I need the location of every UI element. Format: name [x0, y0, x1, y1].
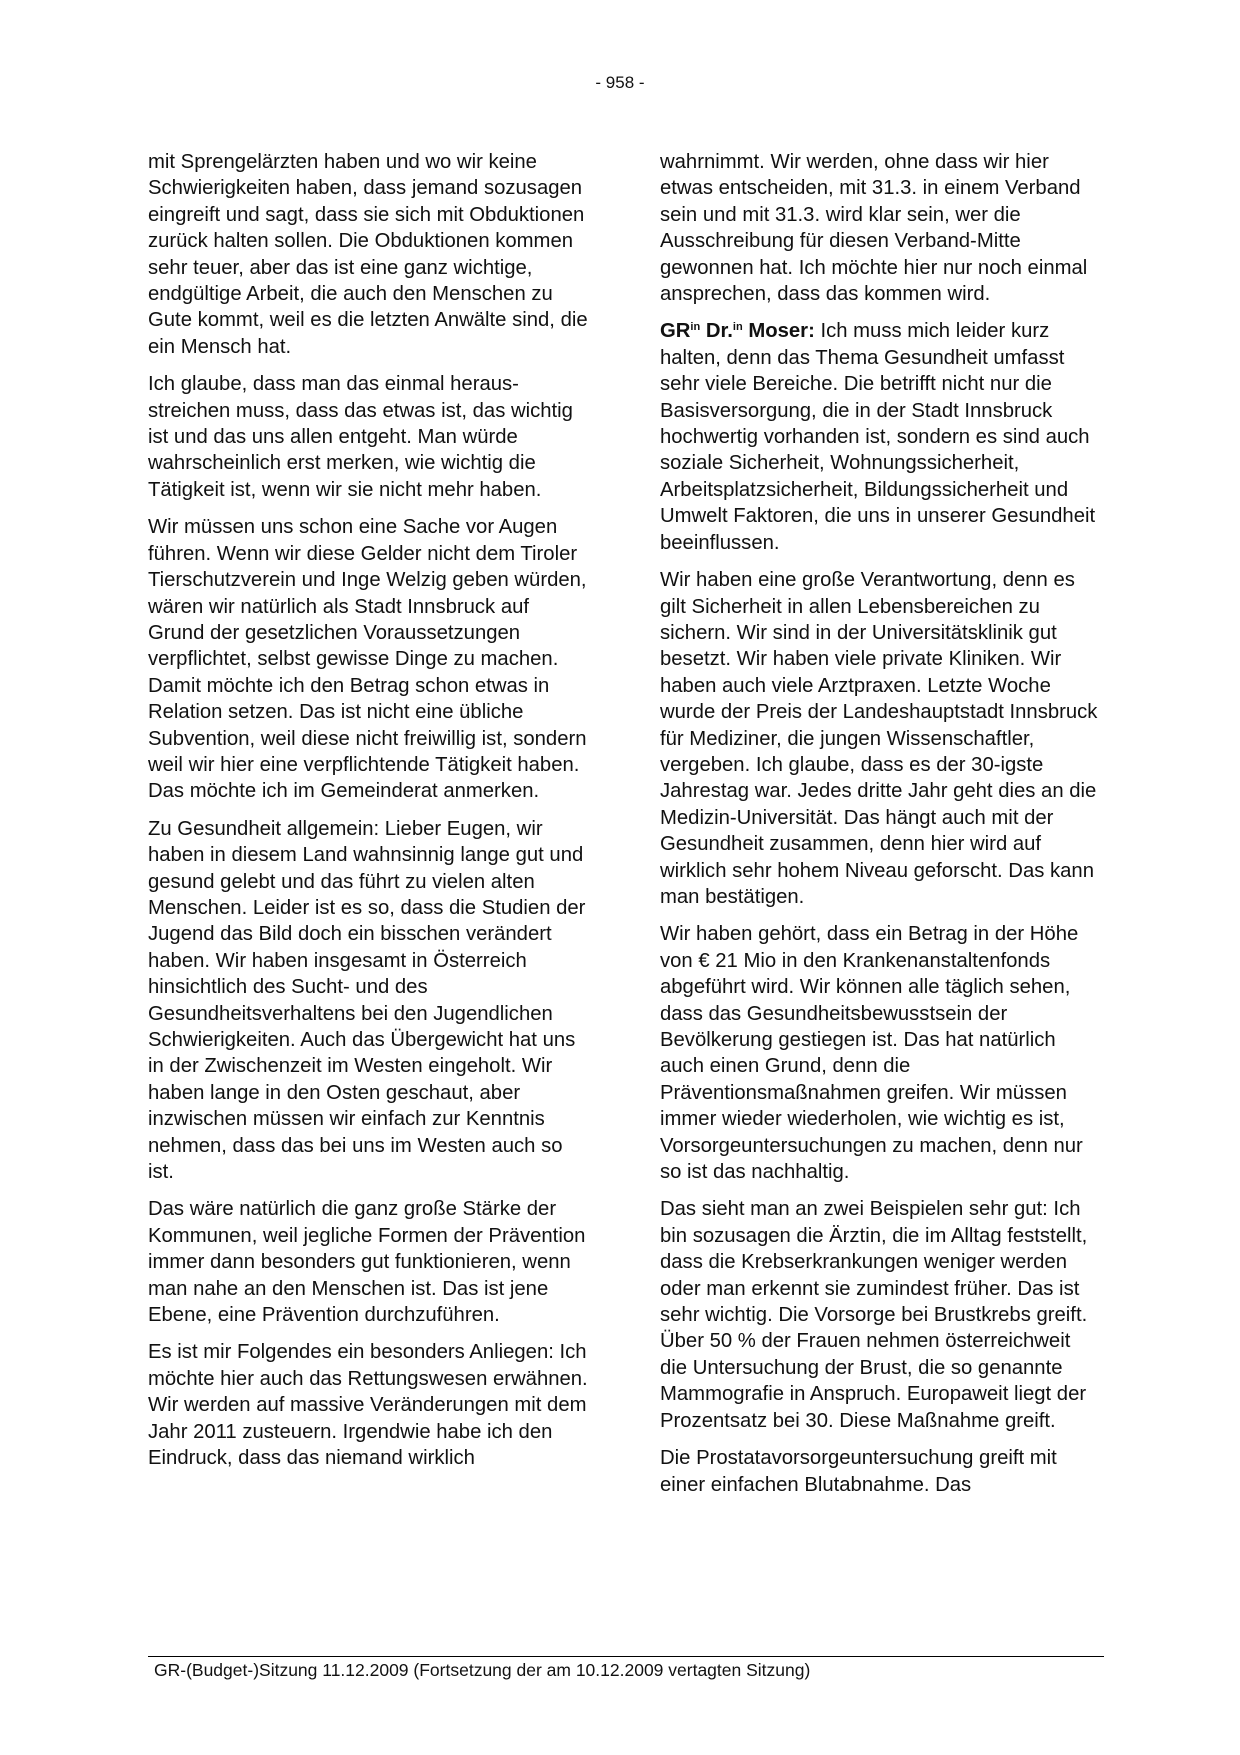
paragraph: Wir haben gehört, dass ein Betrag in der Höhe von € 21 Mio in den Krankenanstaltenfonds abgeführt wird. Wir können alle täglich sehen, dass das Gesundheitsbewusstsein der Bevölkerung gestiegen ist. Das hat natürlich auch einen Grund, denn die Präventionsmaßnahmen greifen. Wir müssen immer wieder wiederholen, wie wichtig es ist, Vorsorgeuntersuchungen zu machen, denn nur so ist das nachhaltig. [660, 923, 1083, 1184]
paragraph: Zu Gesundheit allgemein: Lieber Eugen, wir haben in diesem Land wahnsinnig lange gut und gesund gelebt und das führt zu vielen alten Menschen. Leider ist es so, dass die Studien der Jugend das Bild doch ein bisschen verändert haben. Wir haben insgesamt in Österreich hinsichtlich des Sucht- und des Gesundheitsverhaltens bei den Jugendlichen Schwierigkeiten. Auch das Übergewicht hat uns in der Zwischenzeit im Westen eingeholt. Wir haben lange in den Osten geschaut, aber inzwischen müssen wir einfach zur Kenntnis nehmen, dass das bei uns im Westen auch so ist. [148, 817, 586, 1184]
left-column [148, 149, 588, 1483]
speaker-paragraph [660, 318, 1100, 556]
paragraph: Das wäre natürlich die ganz große Stärke der Kommunen, weil jegliche Formen der Prävention immer dann besonders gut funktionieren, wenn man nahe an den Menschen ist. Das ist jene Ebene, eine Prävention durchzuführen. [148, 1198, 586, 1327]
footer-rule [148, 1656, 1104, 1657]
paragraph: Wir haben eine große Verantwortung, denn es gilt Sicherheit in allen Lebensbereichen zu sichern. Wir sind in der Universitätsklinik gut besetzt. Wir haben viele private Kliniken. Wir haben auch viele Arztpraxen. Letzte Woche wurde der Preis der Landeshauptstadt Innsbruck für Mediziner, die jungen Wissenschaftler, vergeben. Ich glaube, dass es der 30-igste Jahrestag war. Jedes dritte Jahr geht dies an die Medizin-Universität. Das hängt auch mit der Gesundheit zusammen, denn hier wird auf wirklich sehr hohem Niveau geforscht. Das kann man bestätigen. [660, 569, 1098, 908]
speaker-title-gr: GR [660, 320, 691, 343]
footer-text: GR-(Budget-)Sitzung 11.12.2009 (Fortsetzung der am 10.12.2009 vertagten Sitzung) [154, 1660, 811, 1680]
paragraph: wahrnimmt. Wir werden, ohne dass wir hier etwas entscheiden, mit 31.3. in einem Verband sein und mit 31.3. wird klar sein, wer die Ausschreibung für diesen Verband-Mitte gewonnen hat. Ich möchte hier nur noch einmal ansprechen, dass das kommen wird. [660, 151, 1088, 306]
paragraph: mit Sprengelärzten haben und wo wir keine Schwierigkeiten haben, dass jemand sozusagen eingreift und sagt, dass sie sich mit Obduktionen zurück halten sollen. Die Obduktionen kommen sehr teuer, aber das ist eine ganz wichtige, endgültige Arbeit, die auch den Menschen zu Gute kommt, weil es die letzten Anwälte sind, die ein Mensch hat. [148, 151, 588, 358]
speaker-label [660, 320, 815, 342]
speaker-name: Moser: [748, 320, 815, 343]
paragraph: Ich glaube, dass man das einmal herausstreichen muss, dass das etwas ist, das wichtig ist und das uns allen entgeht. Man würde wahrscheinlich erst merken, wie wichtig die Tätigkeit ist, wenn wir sie nicht mehr haben. [148, 373, 573, 501]
speaker-title-dr: Dr. [705, 320, 733, 343]
speaker-text: Ich muss mich leider kurz halten, denn das Thema Gesundheit umfasst sehr viele Bereiche. Die betrifft nicht nur die Basisversorgung, die in der Stadt Innsbruck hochwertig vorhanden ist, sondern es sind auch soziale Sicherheit, Wohnungssicherheit, Arbeitsplatzsicherheit, Bildungssicherheit und Umwelt Faktoren, die uns in unserer Gesundheit beeinflussen. [660, 320, 1096, 554]
speaker-title-dr-sup: in [732, 321, 743, 334]
paragraph: Wir müssen uns schon eine Sache vor Augen führen. Wenn wir diese Gelder nicht dem Tiroler Tierschutzverein und Inge Welzig geben würden, wären wir natürlich als Stadt Innsbruck auf Grund der gesetzlichen Voraussetzungen verpflichtet, selbst gewisse Dinge zu machen. Damit möchte ich den Betrag schon etwas in Relation setzen. Das ist nicht eine übliche Subvention, weil diese nicht freiwillig ist, sondern weil wir hier eine verpflichtende Tätigkeit haben. Das möchte ich im Gemeinderat anmerken. [148, 516, 587, 803]
paragraph: Das sieht man an zwei Beispielen sehr gut: Ich bin sozusagen die Ärztin, die im Alltag feststellt, dass die Krebserkrankungen weniger werden oder man erkennt sie zumindest früher. Das ist sehr wichtig. Die Vorsorge bei Brustkrebs greift. Über 50 % der Frauen nehmen österreichweit die Untersuchung der Brust, die so genannte Mammografie in Anspruch. Europaweit liegt der Prozentsatz bei 30. Diese Maßnahme greift. [660, 1198, 1088, 1432]
paragraph: Es ist mir Folgendes ein besonders Anliegen: Ich möchte hier auch das Rettungswesen erwähnen. Wir werden auf massive Veränderungen mit dem Jahr 2011 zusteuern. Irgendwie habe ich den Eindruck, dass das niemand wirklich [148, 1341, 588, 1470]
paragraph: Die Prostatavorsorgeuntersuchung greift mit einer einfachen Blutabnahme. Das [660, 1447, 1057, 1496]
page-number: - 958 - [595, 73, 645, 92]
right-column [660, 149, 1100, 1509]
speaker-title-gr-sup: in [690, 321, 701, 334]
